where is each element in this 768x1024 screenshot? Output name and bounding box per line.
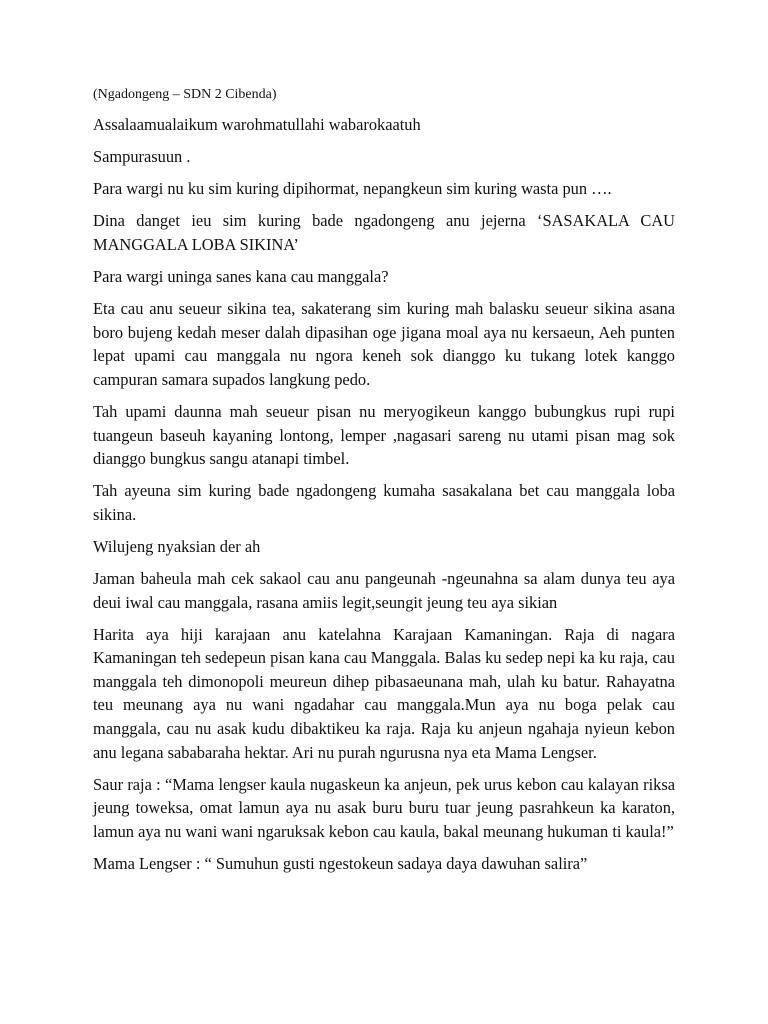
paragraph-introduction: Para wargi nu ku sim kuring dipihormat, nepangkeun sim kuring wasta pun …. <box>93 179 612 199</box>
paragraph-story-title: Dina danget ieu sim kuring bade ngadongeng anu jejerna ‘SASAKALA CAU MANGGALA LOBA SIKINA’ <box>93 211 675 254</box>
paragraph-olden-times: Jaman baheula mah cek sakaol cau anu pangeunah -ngeunahna sa alam dunya teu aya deui iwal cau manggala, rasana amiis legit,seungit jeung teu aya sikian <box>93 569 675 612</box>
paragraph-lengser-reply: Mama Lengser : “ Sumuhun gusti ngestokeun sadaya daya dawuhan salira” <box>93 854 588 874</box>
paragraph-enjoy: Wilujeng nyaksian der ah <box>93 536 261 556</box>
paragraph-greeting: Assalaamualaikum warohmatullahi wabarokaatuh <box>93 115 421 134</box>
paragraph-story-start: Tah ayeuna sim kuring bade ngadongeng kumaha sasakalana bet cau manggala loba sikina. <box>93 481 675 524</box>
document-page <box>93 85 675 884</box>
paragraph-king-speech: Saur raja : “Mama lengser kaula nugaskeun ka anjeun, pek urus kebon cau kalayan riksa jeung toweksa, omat lamun aya nu asak buru buru tuar jeung pasrahkeun ka karaton, lamun aya nu wani wani ngaruksak kebon cau kaula, bakal meunang hukuman ti kaula!” <box>93 774 675 841</box>
paragraph-sampurasun: Sampurasuun . <box>93 147 191 167</box>
paragraph-leaves-usage: Tah upami daunna mah seueur pisan nu meryogikeun kanggo bubungkus rupi rupi tuangeun baseuh kayaning lontong, lemper ,nagasari sareng nu utami pisan mag sok dianggo bungkus sangu atanapi timbel. <box>93 401 675 469</box>
paragraph-kingdom: Harita aya hiji karajaan anu katelahna Karajaan Kamaningan. Raja di nagara Kamaningan teh sedepeun pisan kana cau Manggala. Balas ku sedep nepi ka ku raja, cau manggala teh dimonopoli meureun dihep pibasaeunana mah, ulah ku batur. Rahayatna teu meunang aya nu wani ngadahar cau manggala.Mun aya nu boga pelak cau manggala, cau nu asak kudu dibaktikeu ka raja. Raja ku anjeun ngahaja nyieun kebon anu legana sababaraha hektar. Ari nu purah ngurusna nya eta Mama Lengser. <box>93 624 675 762</box>
source-line: (Ngadongeng – SDN 2 Cibenda) <box>93 87 277 102</box>
paragraph-question: Para wargi uninga sanes kana cau manggala? <box>93 266 389 286</box>
paragraph-seeds-description: Eta cau anu seueur sikina tea, sakaterang sim kuring mah balasku seueur sikina asana boro bujeng kedah meser dalah dipasihan oge jigana moal aya nu kersaeun, Aeh punten lepat upami cau manggala nu ngora keneh sok dianggo ku tukang lotek kanggo campuran samara supados langkung pedo. <box>93 299 675 389</box>
